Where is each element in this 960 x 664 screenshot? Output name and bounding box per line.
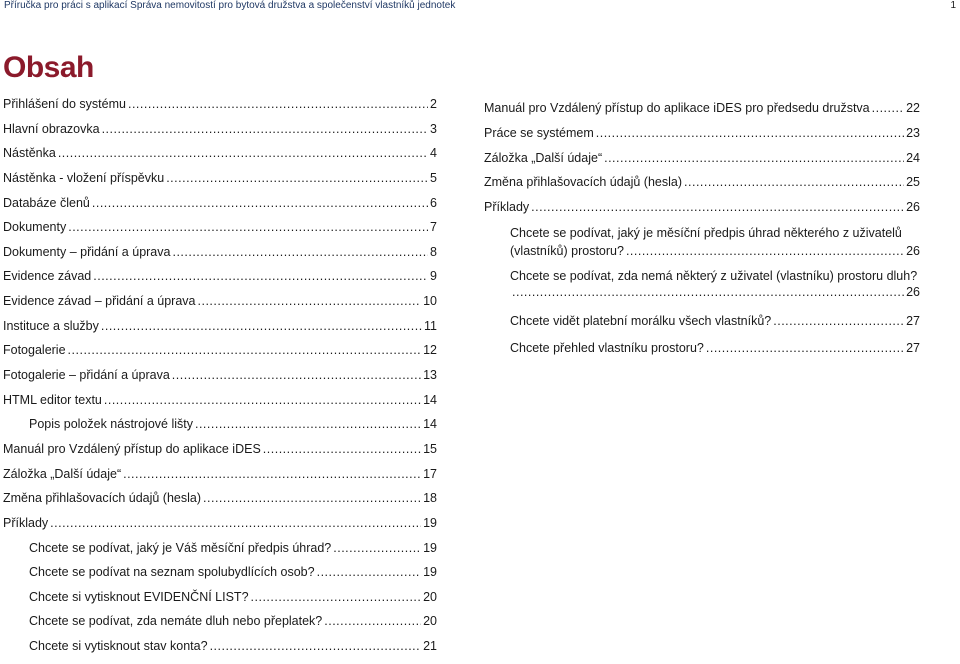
toc-subentry[interactable]: Chcete se podívat, zda nemá některý z uživatel (vlastníku) prostoru dluh? ..... 26 [484, 268, 920, 314]
toc-entry[interactable]: Databáze členů ..... 6 [3, 196, 437, 221]
toc-entry[interactable]: Nástěnka ..... 4 [3, 146, 437, 171]
running-header [4, 0, 960, 12]
toc-subentry[interactable]: Chcete se podívat, jaký je Váš měsíční předpis úhrad? ..... 19 [3, 541, 437, 566]
leader-dots [684, 175, 904, 189]
toc-entry[interactable]: Manuál pro Vzdálený přístup do aplikace iDES pro předsedu družstva ..... 22 [484, 101, 920, 126]
leader-dots [872, 101, 904, 115]
document-title: Příručka pro práci s aplikací Správa nemovitostí pro bytová družstva a společenství vlastníků jednotek [4, 0, 456, 11]
toc-entry[interactable]: Instituce a služby ..... 11 [3, 319, 437, 344]
toc-entry[interactable]: Záložka „Další údaje“ ..... 24 [484, 151, 920, 176]
toc-entry[interactable]: Změna přihlašovacích údajů (hesla) ..... 18 [3, 491, 437, 516]
leader-dots [172, 368, 421, 382]
leader-dots [104, 393, 421, 407]
toc-entry[interactable]: Příklady ..... 26 [484, 200, 920, 222]
leader-dots [626, 244, 904, 259]
toc-right-column [484, 101, 920, 366]
toc-entry[interactable]: Nástěnka - vložení příspěvku ..... 5 [3, 171, 437, 196]
leader-dots [324, 614, 421, 628]
leader-dots [102, 122, 428, 136]
leader-dots [93, 269, 428, 283]
leader-dots [251, 590, 422, 604]
leader-dots [128, 97, 428, 111]
toc-entry[interactable]: Dokumenty – přidání a úprava ..... 8 [3, 245, 437, 270]
toc-subentry[interactable]: Chcete vidět platební morálku všech vlastníků? ..... 27 [484, 314, 920, 341]
toc-subentry[interactable]: Chcete se podívat na seznam spolubydlících osob? ..... 19 [3, 565, 437, 590]
toc-entry[interactable]: Záložka „Další údaje“ ..... 17 [3, 467, 437, 492]
leader-dots [68, 220, 428, 234]
toc-subentry[interactable]: Chcete si vytisknout stav konta? ..... 21 [3, 639, 437, 664]
leader-dots [123, 467, 421, 481]
leader-dots [706, 341, 904, 355]
toc-subentry[interactable]: Popis položek nástrojové lišty ..... 14 [3, 417, 437, 442]
leader-dots [203, 491, 421, 505]
toc-entry[interactable]: Dokumenty ..... 7 [3, 220, 437, 245]
toc-left-column [3, 97, 437, 664]
toc-entry[interactable]: Fotogalerie – přidání a úprava ..... 13 [3, 368, 437, 393]
toc-subentry[interactable]: Chcete se podívat, zda nemáte dluh nebo přeplatek? ..... 20 [3, 614, 437, 639]
leader-dots [198, 294, 422, 308]
toc-entry[interactable]: Změna přihlašovacích údajů (hesla) ..... 25 [484, 175, 920, 200]
leader-dots [210, 639, 422, 653]
leader-dots [101, 319, 422, 333]
leader-dots [531, 200, 904, 214]
toc-entry[interactable]: Evidence závad ..... 9 [3, 269, 437, 294]
page-number: 1 [950, 0, 956, 11]
leader-dots [50, 516, 421, 530]
leader-dots [773, 314, 904, 328]
leader-dots [58, 146, 428, 160]
toc-entry[interactable]: Evidence závad – přidání a úprava ..... 10 [3, 294, 437, 319]
leader-dots [92, 196, 428, 210]
leader-dots [172, 245, 428, 259]
leader-dots [512, 285, 904, 300]
leader-dots [596, 126, 904, 140]
toc-entry[interactable]: Přihlášení do systému ..... 2 [3, 97, 437, 122]
toc-heading: Obsah [3, 51, 94, 84]
toc-subentry[interactable]: Chcete přehled vlastníku prostoru? ..... 27 [484, 341, 920, 366]
leader-dots [604, 151, 904, 165]
toc-entry[interactable]: Práce se systémem ..... 23 [484, 126, 920, 151]
leader-dots [195, 417, 421, 431]
leader-dots [317, 565, 422, 579]
toc-entry[interactable]: Fotogalerie ..... 12 [3, 343, 437, 368]
toc-subentry[interactable]: Chcete se podívat, jaký je měsíční předpis úhrad některého z uživatelů (vlastníků) prostoru? ..... 26 [484, 222, 920, 268]
leader-dots [333, 541, 421, 555]
toc-entry[interactable]: Manuál pro Vzdálený přístup do aplikace iDES ..... 15 [3, 442, 437, 467]
toc-entry[interactable]: HTML editor textu ..... 14 [3, 393, 437, 418]
toc-entry[interactable]: Příklady ..... 19 [3, 516, 437, 541]
leader-dots [166, 171, 428, 185]
leader-dots [263, 442, 421, 456]
leader-dots [68, 343, 422, 357]
toc-entry[interactable]: Hlavní obrazovka ..... 3 [3, 122, 437, 147]
toc-subentry[interactable]: Chcete si vytisknout EVIDENČNÍ LIST? ..... 20 [3, 590, 437, 615]
